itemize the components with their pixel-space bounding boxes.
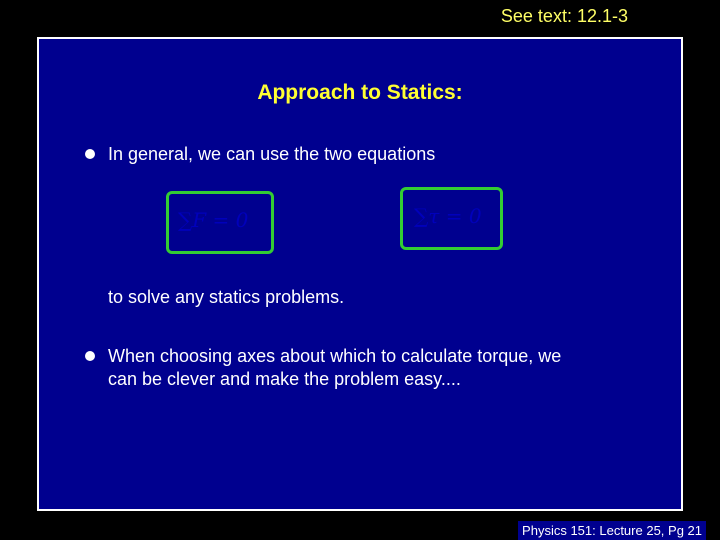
bullet-2-line-1: When choosing axes about which to calculate torque, we (108, 346, 562, 366)
equation-force: ∑F = 0 (178, 208, 249, 232)
equation-torque: ∑τ = 0 (414, 204, 482, 228)
continuation-text: to solve any statics problems. (108, 287, 345, 307)
section-reference: See text: 12.1-3 (500, 6, 628, 26)
bullet-1-icon (85, 149, 95, 159)
bullet-2-line-2: can be clever and make the problem easy.... (108, 369, 461, 389)
slide-footer: Physics 151: Lecture 25, Pg 21 (518, 521, 706, 540)
slide-title: Approach to Statics: (257, 81, 463, 104)
slide-frame (37, 37, 683, 511)
bullet-1-text: In general, we can use the two equations (108, 144, 436, 164)
bullet-2-icon (85, 351, 95, 361)
